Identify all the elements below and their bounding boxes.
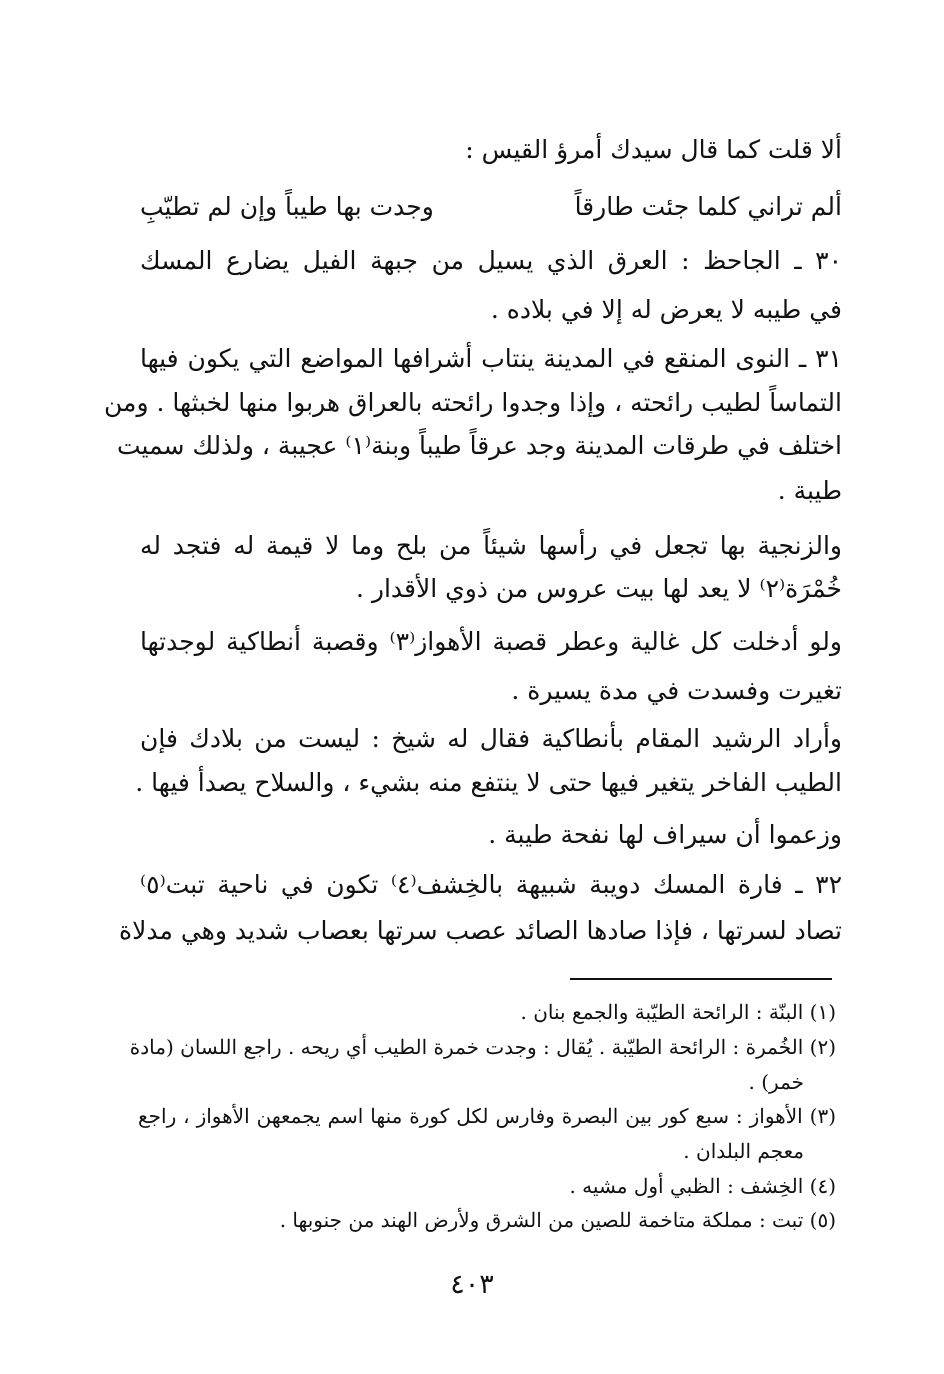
verse-second-hemistich: وجدت بها طيباً وإن لم تطيّبِ: [140, 192, 434, 221]
verse-first-hemistich: ألم تراني كلما جئت طارقاً: [574, 192, 842, 221]
body-line: التماساً لطيب رائحته ، وإذا وجدوا رائحته بالعراق هربوا منها لخبثها . ومن: [104, 388, 842, 417]
footnote-continuation: معجم البلدان .: [683, 1139, 804, 1163]
body-line: والزنجية بها تجعل في رأسها شيئاً من بلح وما لا قيمة له فتجد له: [140, 531, 842, 560]
body-line: ٣٢ ـ فارة المسك دويبة شبيهة بالخِشف⁽٤⁾ تكون في ناحية تبت⁽٥⁾: [140, 870, 843, 899]
footnote: (١) البنّة : الرائحة الطيّبة والجمع بنان .: [520, 1000, 836, 1024]
footnote: (٤) الخِشف : الظبي أول مشيه .: [569, 1174, 836, 1198]
body-line: ألا قلت كما قال سيدك أمرؤ القيس :: [465, 135, 842, 164]
body-line: في طيبه لا يعرض له إلا في بلاده .: [490, 295, 842, 324]
body-line: وزعموا أن سيراف لها نفحة طيبة .: [488, 820, 842, 849]
body-line: وأراد الرشيد المقام بأنطاكية فقال له شيخ : ليست من بلادك فإن: [140, 724, 842, 753]
body-line: اختلف في طرقات المدينة وجد عرقاً طيباً وبنة⁽١⁾ عجيبة ، ولذلك سميت: [117, 431, 842, 460]
body-line: ٣١ ـ النوى المنقع في المدينة ينتاب أشرافها المواضع التي يكون فيها: [140, 344, 842, 373]
page-number: ٤٠٣: [450, 1269, 494, 1300]
footnote-continuation: خمر) .: [748, 1070, 804, 1094]
body-line: تصاد لسرتها ، فإذا صادها الصائد عصب سرتها بعصاب شديد وهي مدلاة: [119, 916, 842, 945]
body-line: ٣٠ ـ الجاحظ : العرق الذي يسيل من جبهة الفيل يضارع المسك: [140, 246, 842, 275]
body-line: الطيب الفاخر يتغير فيها حتى لا ينتفع منه بشيء ، والسلاح يصدأ فيها .: [135, 768, 842, 797]
footnote: (٢) الخُمرة : الرائحة الطيّبة . يُقال : وجدت خمرة الطيب أي ريحه . راجع اللسان (مادة: [129, 1035, 836, 1059]
body-line: تغيرت وفسدت في مدة يسيرة .: [511, 676, 842, 705]
body-line: طيبة .: [777, 476, 842, 505]
body-line: ولو أدخلت كل غالية وعطر قصبة الأهواز⁽٣⁾ وقصبة أنطاكية لوجدتها: [140, 627, 842, 656]
footnote: (٥) تبت : مملكة متاخمة للصين من الشرق ولأرض الهند من جنوبها .: [279, 1208, 836, 1232]
footnote-separator: [570, 978, 832, 980]
footnote: (٣) الأهواز : سبع كور بين البصرة وفارس لكل كورة منها اسم يجمعهن الأهواز ، راجع: [138, 1104, 836, 1128]
body-line: خُمْرَة⁽٢⁾ لا يعد لها بيت عروس من ذوي الأقدار .: [356, 574, 842, 603]
